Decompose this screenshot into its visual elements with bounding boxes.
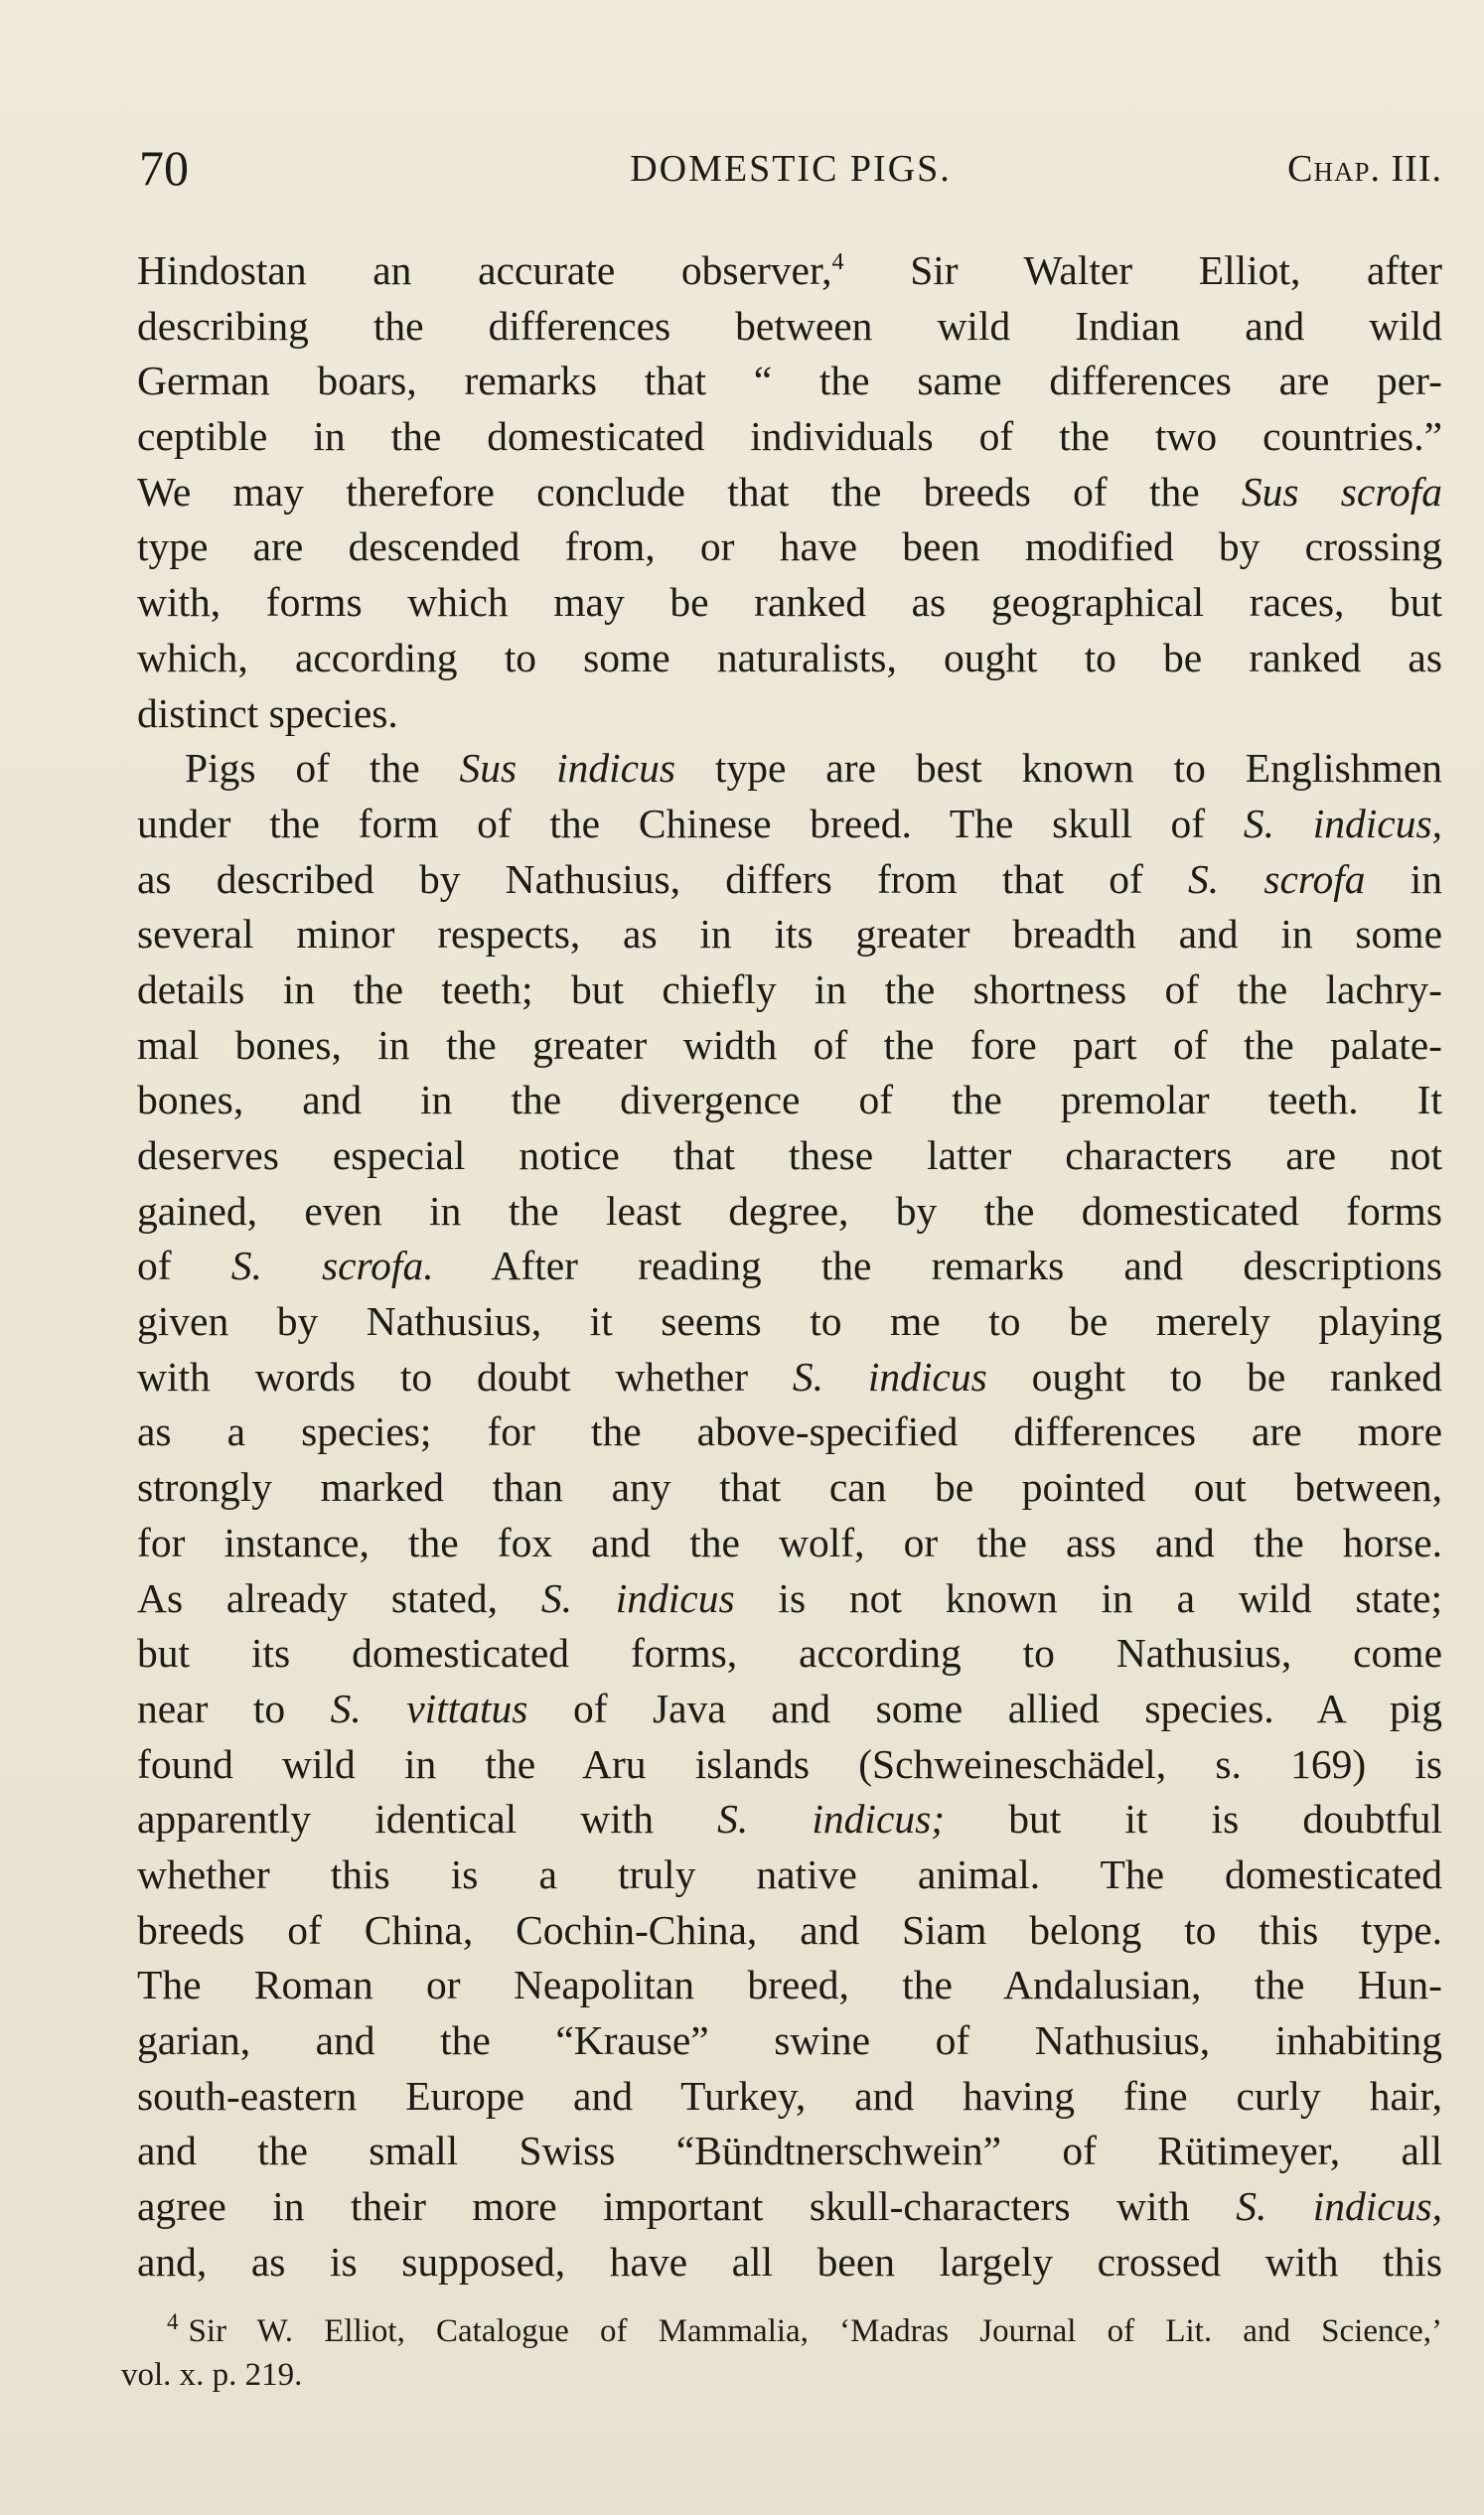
text-line bbox=[137, 2235, 1442, 2291]
text-run: ought to be ranked bbox=[986, 1353, 1442, 1400]
text-run: with, forms which may be ranked as geographical races, but bbox=[137, 579, 1442, 626]
text-line bbox=[137, 1294, 1442, 1350]
text-run: type are descended from, or have been modified by crossing bbox=[137, 523, 1442, 570]
text-line bbox=[137, 1682, 1442, 1737]
text-run: whether this is a truly native animal. The domesticated bbox=[137, 1850, 1442, 1897]
text-line bbox=[137, 519, 1442, 575]
italic-term: S. indicus bbox=[540, 1574, 735, 1621]
text-line bbox=[137, 1958, 1442, 2013]
text-run: is not known in a wild state; bbox=[734, 1574, 1442, 1621]
text-run: as a species; for the above-specified differences are more bbox=[137, 1408, 1442, 1455]
text-line bbox=[137, 1516, 1442, 1571]
footnote-mark: 4 bbox=[167, 2308, 179, 2334]
text-line bbox=[137, 1571, 1442, 1627]
text-line bbox=[137, 465, 1442, 520]
text-run: several minor respects, as in its greater breadth and in some bbox=[137, 911, 1442, 958]
text-run: of bbox=[137, 1243, 231, 1289]
text-run: mal bones, in the greater width of the fore part of the palate- bbox=[137, 1021, 1442, 1068]
text-line bbox=[137, 575, 1442, 631]
text-run: After reading the remarks and descriptions bbox=[433, 1243, 1442, 1289]
text-line bbox=[137, 299, 1442, 355]
italic-term: Sus indicus bbox=[459, 745, 675, 792]
text-line bbox=[137, 1350, 1442, 1405]
text-line bbox=[137, 243, 1442, 299]
italic-term: S. indicus, bbox=[1243, 800, 1442, 846]
chapter-label: Chap. III. bbox=[1287, 148, 1442, 190]
text-line bbox=[137, 1405, 1442, 1460]
text-run: under the form of the Chinese breed. The skull of bbox=[137, 800, 1244, 846]
text-line bbox=[137, 1626, 1442, 1682]
text-run: near to bbox=[137, 1685, 331, 1731]
text-run: Sir Walter Elliot, after bbox=[843, 247, 1442, 293]
text-run: German boars, remarks that “ the same differences are per- bbox=[137, 358, 1442, 404]
text-line bbox=[137, 2124, 1442, 2179]
text-run: given by Nathusius, it seems to me to be merely playing bbox=[137, 1298, 1442, 1345]
text-line bbox=[137, 1903, 1442, 1959]
text-line bbox=[137, 1239, 1442, 1294]
text-run: breeds of China, Cochin-China, and Siam belong to this type. bbox=[137, 1906, 1442, 1953]
italic-term: S. indicus; bbox=[717, 1796, 946, 1843]
text-run: of Java and some allied species. A pig bbox=[527, 1685, 1442, 1731]
italic-term: Sus scrofa bbox=[1241, 468, 1442, 515]
text-line bbox=[137, 2013, 1442, 2069]
text-line bbox=[137, 1184, 1442, 1240]
text-line bbox=[137, 409, 1442, 465]
text-run: gained, even in the least degree, by the domesticated forms bbox=[137, 1187, 1442, 1234]
text-run: as described by Nathusius, differs from that of bbox=[137, 855, 1188, 902]
text-run: Pigs of the bbox=[185, 745, 460, 792]
footnote-reference: 4 bbox=[831, 249, 844, 276]
text-line bbox=[137, 1018, 1442, 1074]
italic-term: S. indicus bbox=[792, 1353, 987, 1400]
text-line bbox=[137, 1737, 1442, 1793]
text-line bbox=[137, 686, 1442, 742]
italic-term: S. indicus, bbox=[1236, 2183, 1442, 2230]
footnote-text: Sir W. Elliot, Catalogue of Mammalia, ‘Madras Journal of Lit. and Science,’ bbox=[188, 2313, 1442, 2349]
text-run: in bbox=[1365, 855, 1443, 902]
text-run: type are best known to Englishmen bbox=[675, 745, 1442, 792]
text-line bbox=[137, 1792, 1442, 1848]
text-run: bones, and in the divergence of the premolar teeth. It bbox=[137, 1077, 1442, 1123]
text-run: but its domesticated forms, according to Nathusius, come bbox=[137, 1630, 1442, 1677]
text-run: but it is doubtful bbox=[945, 1796, 1442, 1843]
running-header bbox=[135, 139, 1446, 199]
italic-term: S. scrofa. bbox=[230, 1243, 434, 1289]
footnote-line bbox=[121, 2309, 1442, 2353]
text-run: agree in their more important skull-characters with bbox=[137, 2183, 1237, 2230]
text-line bbox=[137, 852, 1442, 908]
text-run: strongly marked than any that can be pointed out between, bbox=[137, 1464, 1442, 1511]
running-title: DOMESTIC PIGS. bbox=[630, 148, 952, 190]
text-run: for instance, the fox and the wolf, or the ass and the horse. bbox=[137, 1519, 1442, 1565]
text-line bbox=[137, 354, 1442, 409]
page-number: 70 bbox=[139, 140, 189, 196]
text-run: ceptible in the domesticated individuals of the two countries.” bbox=[137, 413, 1442, 460]
body-text bbox=[137, 243, 1442, 2290]
text-run: details in the teeth; but chiefly in the shortness of the lachry- bbox=[137, 965, 1442, 1012]
text-line bbox=[137, 1128, 1442, 1184]
text-run: distinct species. bbox=[137, 689, 398, 736]
text-run: found wild in the Aru islands (Schweineschädel, s. 169) is bbox=[137, 1740, 1442, 1787]
text-line bbox=[137, 741, 1442, 797]
text-line bbox=[137, 2069, 1442, 2125]
footnote bbox=[121, 2309, 1442, 2397]
text-line bbox=[137, 907, 1442, 962]
text-line bbox=[137, 1073, 1442, 1128]
text-run: We may therefore conclude that the breeds of the bbox=[137, 468, 1242, 515]
text-run: deserves especial notice that these latter characters are not bbox=[137, 1132, 1442, 1178]
text-run: south-eastern Europe and Turkey, and having fine curly hair, bbox=[137, 2072, 1442, 2119]
text-run: with words to doubt whether bbox=[137, 1353, 793, 1400]
text-run: and, as is supposed, have all been largely crossed with this bbox=[137, 2238, 1442, 2285]
italic-term: S. scrofa bbox=[1188, 855, 1366, 902]
text-line bbox=[137, 2179, 1442, 2235]
text-line bbox=[137, 1848, 1442, 1903]
text-run: Hindostan an accurate observer, bbox=[137, 247, 832, 293]
text-run: garian, and the “Krause” swine of Nathusius, inhabiting bbox=[137, 2017, 1442, 2063]
footnote-line: vol. x. p. 219. bbox=[121, 2357, 303, 2393]
text-run: which, according to some naturalists, ought to be ranked as bbox=[137, 634, 1442, 680]
text-run: apparently identical with bbox=[137, 1796, 718, 1843]
text-run: The Roman or Neapolitan breed, the Andalusian, the Hun- bbox=[137, 1962, 1442, 2008]
text-line bbox=[137, 1460, 1442, 1516]
text-run: describing the differences between wild Indian and wild bbox=[137, 302, 1442, 349]
text-line bbox=[137, 962, 1442, 1018]
text-line bbox=[137, 631, 1442, 686]
text-line bbox=[137, 797, 1442, 852]
text-run: and the small Swiss “Bündtnerschwein” of Rütimeyer, all bbox=[137, 2128, 1442, 2174]
text-run: As already stated, bbox=[137, 1574, 541, 1621]
italic-term: S. vittatus bbox=[330, 1685, 528, 1731]
